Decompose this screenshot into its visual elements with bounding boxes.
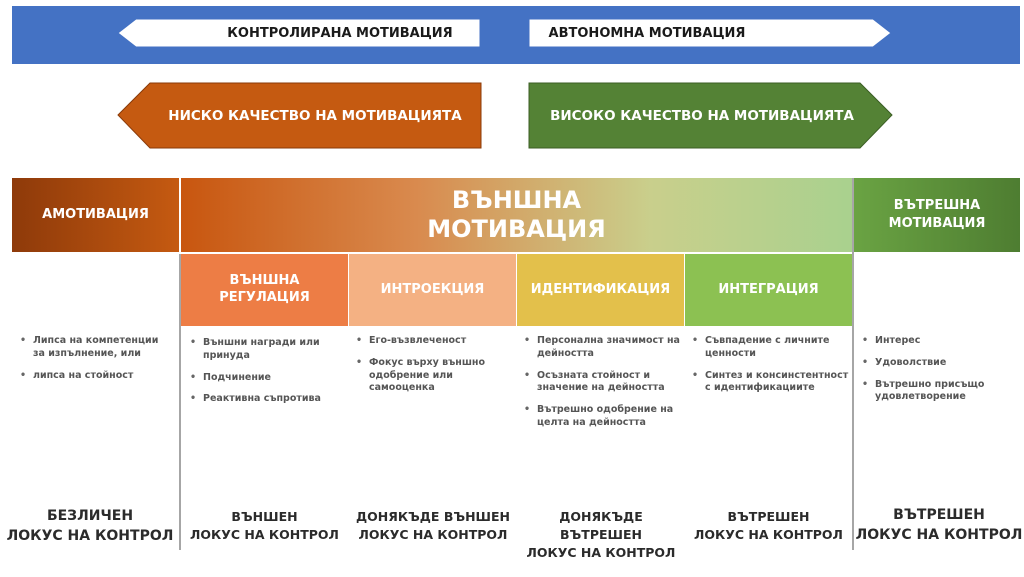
controlled-motivation-label: КОНТРОЛИРАНА МОТИВАЦИЯ xyxy=(227,25,453,41)
list-item: • Реактивна съпротива xyxy=(190,393,338,406)
external-regulation-bullets xyxy=(190,337,338,415)
list-item: • Съвпадение с личните ценности xyxy=(692,335,850,361)
high-quality-label: ВИСОКО КАЧЕСТВО НА МОТИВАЦИЯТА xyxy=(550,107,854,124)
list-item: • Липса на компетенции за изпълнение, или xyxy=(20,335,168,361)
locus-internal-integration: ВЪТРЕШЕН ЛОКУС НА КОНТРОЛ xyxy=(694,509,843,543)
intrinsic-motivation-label xyxy=(854,178,1020,252)
list-item: • Външни награди или принуда xyxy=(190,337,338,363)
list-item: • Его-възвлеченост xyxy=(356,335,516,348)
introjection-label: ИНТРОЕКЦИЯ xyxy=(380,281,485,297)
external-motivation-line2: МОТИВАЦИЯ xyxy=(427,215,606,243)
list-item: • Удоволствие xyxy=(862,357,1012,370)
external-motivation-line1: ВЪНШНА xyxy=(451,186,582,215)
locus-internal: ВЪТРЕШЕН ЛОКУС НА КОНТРОЛ xyxy=(855,507,1023,544)
introjection-bullets xyxy=(356,335,516,404)
amotivation-label: АМОТИВАЦИЯ xyxy=(42,206,149,222)
list-item: • Фокус върху външно одобрение или самооценка xyxy=(356,357,516,395)
identification-bullets xyxy=(524,335,684,439)
locus-impersonal: БЕЗЛИЧЕН ЛОКУС НА КОНТРОЛ xyxy=(6,508,174,545)
low-quality-label: НИСКО КАЧЕСТВО НА МОТИВАЦИЯТА xyxy=(168,107,462,124)
amotivation-bullets xyxy=(20,335,168,391)
locus-external: ВЪНШЕН ЛОКУС НА КОНТРОЛ xyxy=(190,509,339,543)
divider-right xyxy=(852,178,854,550)
list-item: • Синтез и консинстентност с идентификациите xyxy=(692,370,850,396)
autonomous-motivation-label: АВТОНОМНА МОТИВАЦИЯ xyxy=(548,25,746,41)
identification-box xyxy=(517,254,684,326)
intrinsic-motivation-line2: МОТИВАЦИЯ xyxy=(888,216,986,231)
list-item: • Интерес xyxy=(862,335,1012,348)
identification-label: ИДЕНТИФИКАЦИЯ xyxy=(530,281,671,297)
list-item: • Персонална значимост на дейността xyxy=(524,335,684,361)
external-regulation-line2: РЕГУЛАЦИЯ xyxy=(219,290,310,305)
external-motivation-label xyxy=(181,178,852,252)
introjection-box xyxy=(349,254,516,326)
list-item: • Вътрешно одобрение на целта на дейността xyxy=(524,404,684,430)
integration-label: ИНТЕГРАЦИЯ xyxy=(718,281,819,297)
locus-somewhat-internal: ДОНЯКЪДЕ ВЪТРЕШЕН ЛОКУС НА КОНТРОЛ xyxy=(526,509,676,561)
intrinsic-bullets xyxy=(862,335,1012,413)
integration-box xyxy=(685,254,852,326)
list-item: • липса на стойност xyxy=(20,370,168,383)
list-item: • Подчинение xyxy=(190,372,338,385)
list-item: • Вътрешно присъщо удовлетворение xyxy=(862,379,1012,405)
list-item: • Осъзната стойност и значение на дейността xyxy=(524,370,684,396)
locus-somewhat-external: ДОНЯКЪДЕ ВЪНШЕН ЛОКУС НА КОНТРОЛ xyxy=(355,509,510,543)
intrinsic-motivation-line1: ВЪТРЕШНА xyxy=(893,198,981,214)
integration-bullets xyxy=(692,335,850,404)
external-regulation-box xyxy=(181,254,348,326)
external-regulation-line1: ВЪНШНА xyxy=(229,273,300,289)
